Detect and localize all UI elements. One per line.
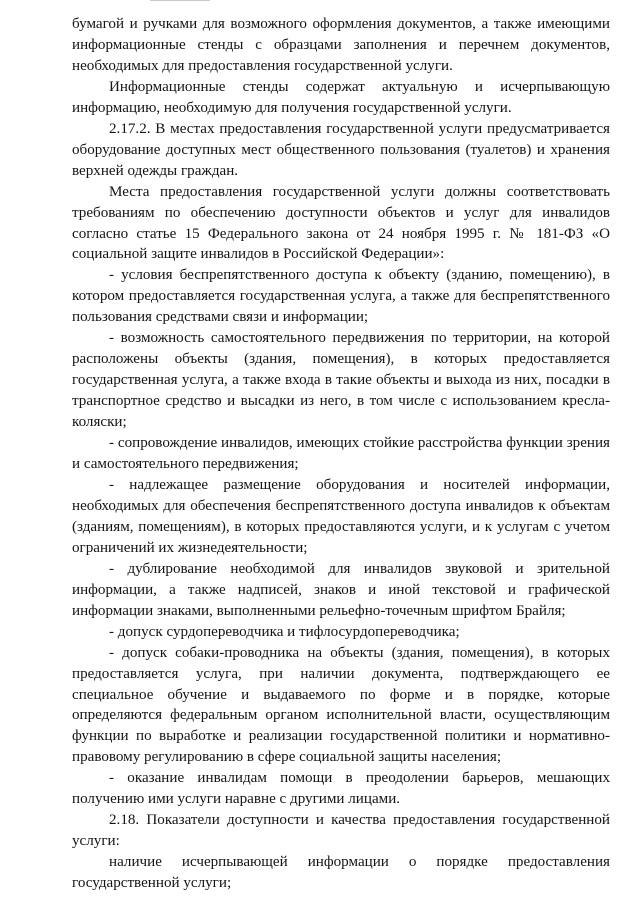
paragraph: Информационные стенды содержат актуальную и исчерпывающую информацию, необходимую для получения государственной услуги. [72, 78, 610, 116]
list-item: - условия беспрепятственного доступа к объекту (зданию, помещению), в котором предоставляется государственная услуга, а также для беспрепятственного пользования средствами связи и информации; [72, 267, 610, 326]
list-item: - возможность самостоятельного передвижения по территории, на которой расположены объекты (здания, помещения), в которых предоставляется государственная услуга, а также входа в такие объекты и выхода из них, посадки в транспортное средство и высадки из него, в том числе с использованием кресла-коляски; [72, 330, 610, 431]
list-item: - дублирование необходимой для инвалидов звуковой и зрительной информации, а также надписей, знаков и иной текстовой и графической информации знаками, выполненными рельефно-точечным шрифтом Брайля; [72, 560, 610, 619]
list-item: - допуск сурдопереводчика и тифлосурдопереводчика; [109, 623, 460, 640]
document-body [72, 14, 610, 894]
section-heading-paragraph: 2.18. Показатели доступности и качества предоставления государственной услуги: [72, 812, 610, 850]
list-item: - сопровождение инвалидов, имеющих стойкие расстройства функции зрения и самостоятельного передвижения; [72, 435, 610, 473]
paragraph: наличие исчерпывающей информации о порядке предоставления государственной услуги; [72, 854, 610, 892]
paragraph: 2.17.2. В местах предоставления государственной услуги предусматривается оборудование доступных мест общественного пользования (туалетов) и хранения верхней одежды граждан. [72, 120, 610, 179]
paragraph: бумагой и ручками для возможного оформления документов, а также имеющими информационные стенды с образцами заполнения и перечнем документов, необходимых для предоставления государственной услуги. [72, 16, 610, 74]
paragraph: Места предоставления государственной услуги должны соответствовать требованиям по обеспечению доступности объектов и услуг для инвалидов согласно статье 15 Федерального закона от 24 ноября 1995 г. № 181-ФЗ «О социальной защите инвалидов в Российской Федерации»: [72, 183, 610, 263]
list-item: - надлежащее размещение оборудования и носителей информации, необходимых для обеспечения беспрепятственного доступа инвалидов к объектам (зданиям, помещениям), в которых предоставляются услуги, и к услугам с учетом ограничений их жизнедеятельности; [72, 476, 610, 556]
list-item: - допуск собаки-проводника на объекты (здания, помещения), в которых предоставляется услуга, при наличии документа, подтверждающего ее специальное обучение и выдаваемого по форме и в порядке, которые определяются федеральным органом исполнительной власти, осуществляющим функции по выработке и реализации государственной политики и нормативно-правовому регулированию в сфере социальной защиты населения; [72, 644, 610, 766]
list-item: - оказание инвалидам помощи в преодолении барьеров, мешающих получению ими услуги наравне с другими лицами. [72, 770, 610, 808]
page-top-rule [150, 0, 210, 1]
